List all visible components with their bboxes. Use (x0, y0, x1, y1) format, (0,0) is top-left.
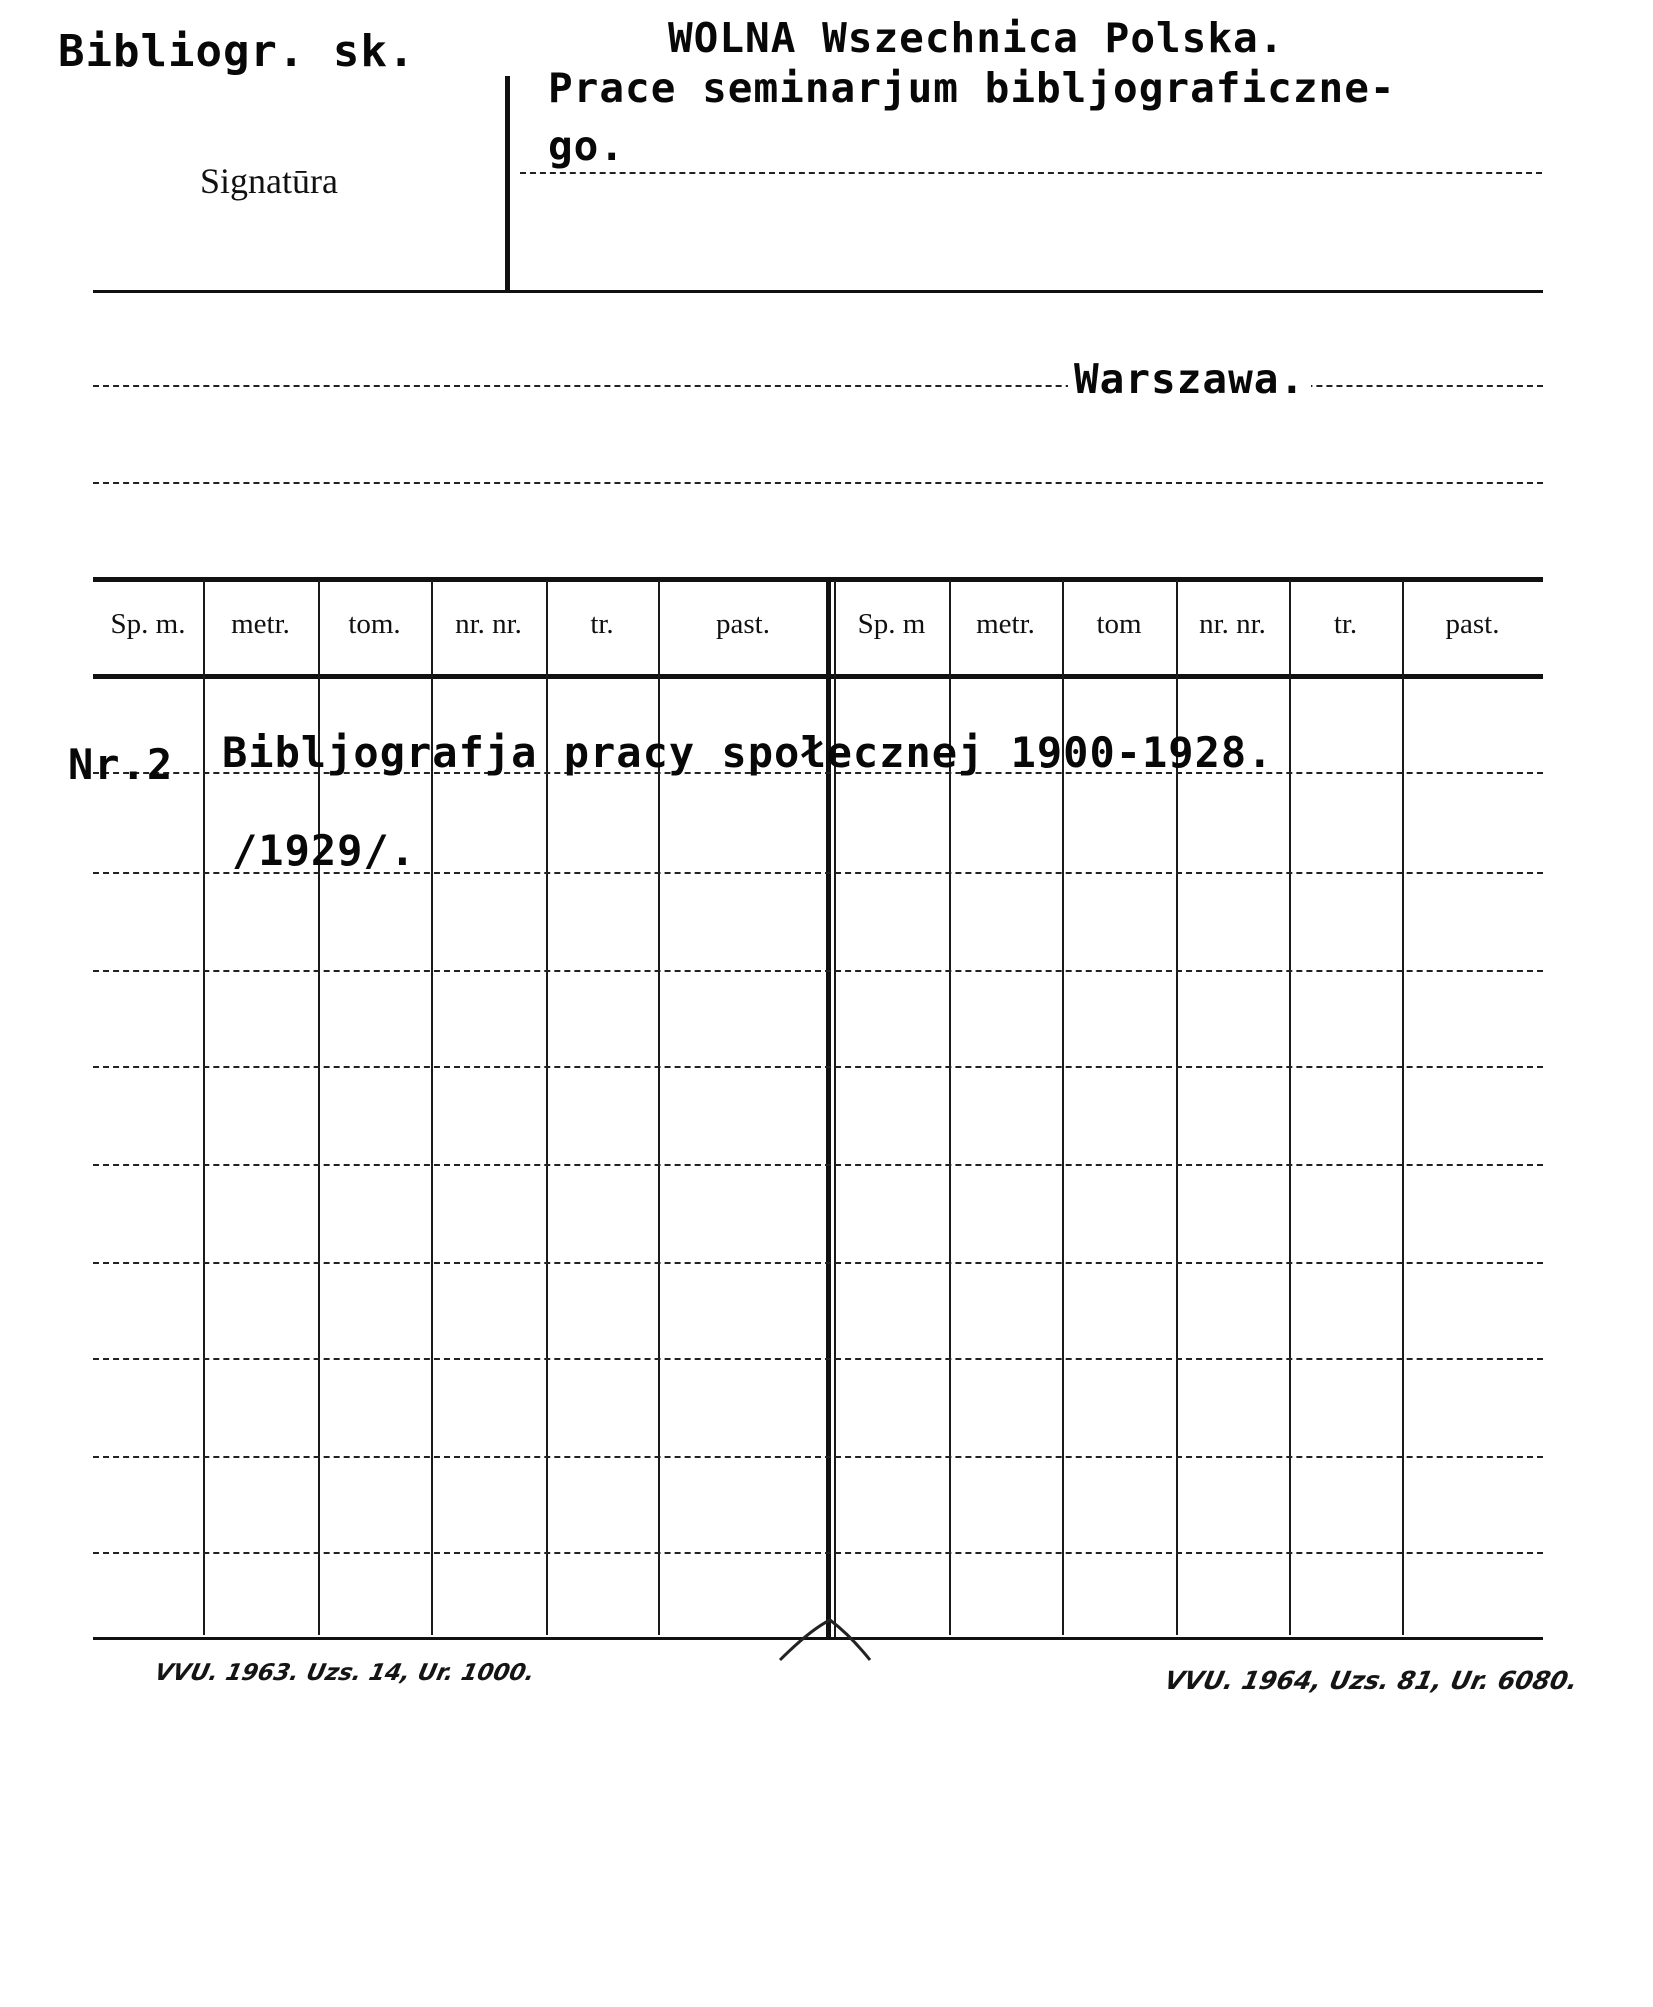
col-header-sp-m-2: Sp. m (857, 608, 926, 640)
row-rule (93, 970, 1543, 972)
entry-title: Bibljografja pracy społecznej 1900-1928. (222, 728, 1274, 777)
col-header-tr: tr. (590, 608, 614, 640)
col-rule (203, 580, 205, 1635)
imprint-rule-2 (93, 482, 1543, 484)
col-rule (1402, 580, 1404, 1635)
row-rule (93, 1456, 1543, 1458)
row-rule (93, 1358, 1543, 1360)
table-header-rule (93, 674, 1543, 679)
row-rule (93, 1164, 1543, 1166)
col-header-metr: metr. (231, 608, 290, 640)
entry-year: /1929/. (232, 826, 417, 875)
row-rule (93, 1066, 1543, 1068)
handwritten-note-left: VVU. 1963. Uzs. 14, Ur. 1000. (152, 1660, 538, 1686)
col-header-tr-2: tr. (1333, 608, 1358, 640)
series-title-line1: Prace seminarjum bibljograficzne- (548, 64, 1396, 112)
col-header-past: past. (716, 608, 770, 640)
handwritten-note-right: VVU. 1964, Uzs. 81, Ur. 6080. (1161, 1666, 1581, 1695)
place-of-publication: Warszawa. (1068, 355, 1311, 403)
col-header-sp-m: Sp. m. (110, 608, 186, 640)
col-header-metr-2: metr. (976, 608, 1035, 640)
row-rule (93, 1262, 1543, 1264)
col-header-nr-nr: nr. nr. (455, 608, 522, 640)
col-rule (1289, 580, 1291, 1635)
col-header-tom: tom. (348, 608, 401, 640)
col-header-nr-nr-2: nr. nr. (1199, 608, 1266, 640)
heading-rule-2 (93, 290, 1543, 293)
imprint-rule-1 (93, 385, 1543, 387)
entry-number: Nr.2 (68, 740, 174, 789)
heading-rule-1 (520, 172, 1542, 174)
institution-name: WOLNA Wszechnica Polska. (668, 14, 1285, 62)
col-header-past-2: past. (1445, 608, 1500, 640)
col-header-tom-2: tom (1096, 608, 1142, 640)
paper-tear-mark (770, 1590, 890, 1730)
row-rule (93, 1552, 1543, 1554)
series-title-line2: go. (548, 122, 626, 170)
table-top-rule (93, 577, 1543, 582)
signature-label: Signatūra (200, 161, 338, 201)
corner-label: Bibliogr. sk. (58, 26, 416, 77)
signature-box-divider (505, 76, 510, 290)
